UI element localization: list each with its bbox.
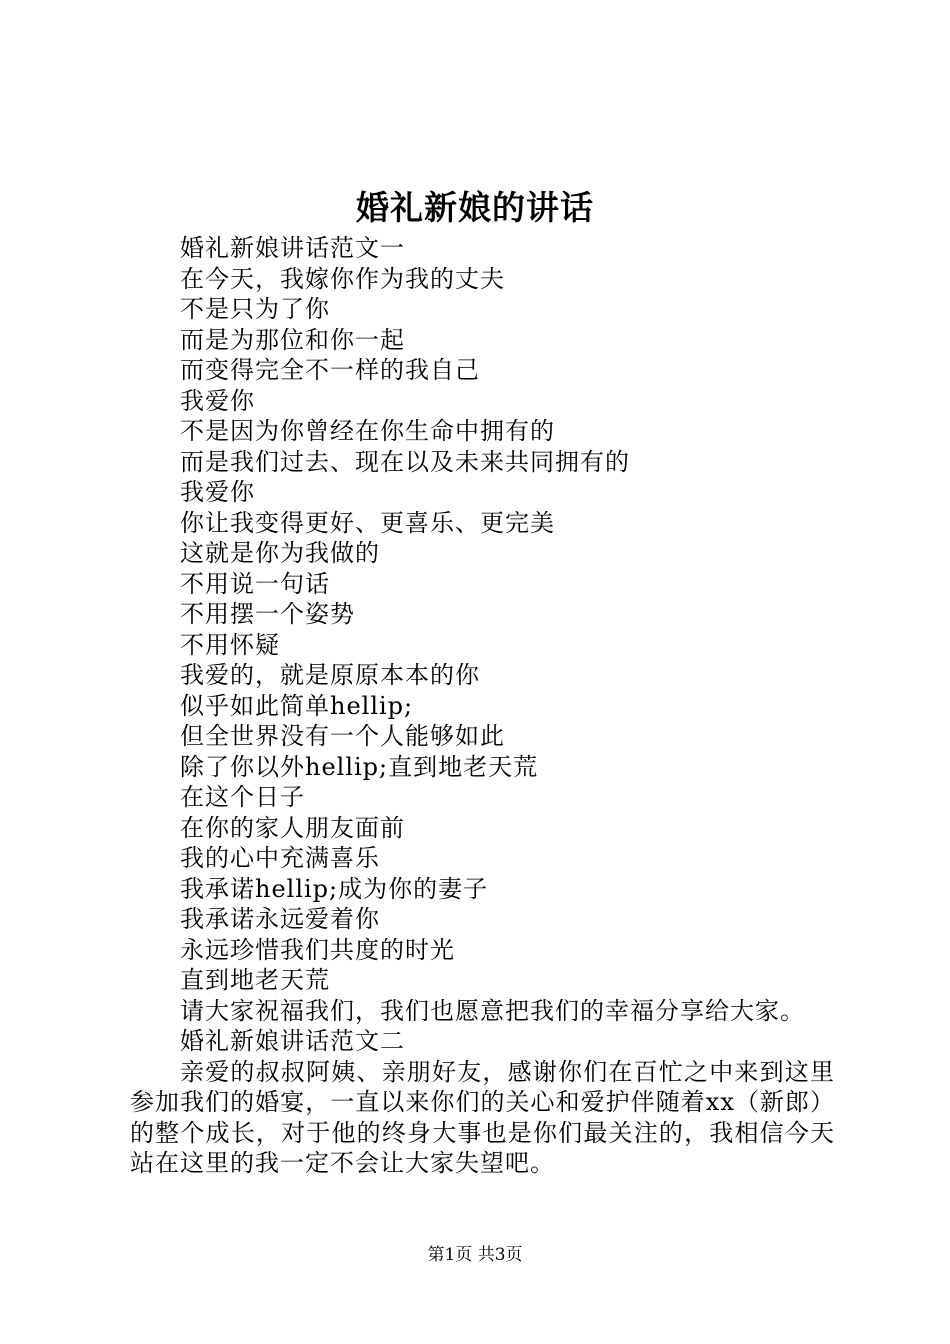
text-line: 你让我变得更好、更喜乐、更完美 bbox=[180, 508, 555, 537]
document-body bbox=[130, 233, 835, 1179]
text-line: 我承诺hellip;成为你的妻子 bbox=[180, 874, 489, 903]
page-footer: 第1页 共3页 bbox=[427, 1245, 523, 1265]
text-line: 而是我们过去、现在以及未来共同拥有的 bbox=[180, 447, 630, 476]
text-line: 我爱你 bbox=[180, 386, 255, 415]
text-line: 我爱的，就是原原本本的你 bbox=[180, 661, 480, 689]
text-line: 我承诺永远爱着你 bbox=[180, 905, 380, 933]
text-line: 在你的家人朋友面前 bbox=[180, 813, 405, 842]
section-heading: 婚礼新娘讲话范文二 bbox=[180, 1027, 405, 1055]
text-line: 我的心中充满喜乐 bbox=[180, 844, 380, 872]
text-line: 请大家祝福我们，我们也愿意把我们的幸福分享给大家。 bbox=[180, 996, 805, 1025]
text-line: 但全世界没有一个人能够如此 bbox=[180, 722, 505, 750]
text-line: 不是因为你曾经在你生命中拥有的 bbox=[180, 417, 555, 445]
text-line: 在今天，我嫁你作为我的丈夫 bbox=[180, 264, 505, 293]
text-line: 直到地老天荒 bbox=[180, 966, 330, 994]
body-paragraph: 亲爱的叔叔阿姨、亲朋好友，感谢你们在百忙之中来到这里参加我们的婚宴，一直以来你们的关心和爱护伴随着xx（新郎）的整个成长，对于他的终身大事也是你们最关注的，我相信今天站在这里的我一定不会让大家失望吧。 bbox=[130, 1057, 835, 1177]
text-line: 而变得完全不一样的我自己 bbox=[180, 356, 480, 384]
text-line: 不用摆一个姿势 bbox=[180, 600, 355, 628]
text-line: 永远珍惜我们共度的时光 bbox=[180, 935, 455, 964]
document-title: 婚礼新娘的讲话 bbox=[356, 188, 594, 227]
text-line: 不用说一句话 bbox=[180, 569, 330, 598]
text-line: 不用怀疑 bbox=[180, 630, 280, 659]
text-line: 不是只为了你 bbox=[180, 295, 330, 323]
text-line: 而是为那位和你一起 bbox=[180, 325, 405, 354]
text-line: 这就是你为我做的 bbox=[180, 539, 380, 567]
text-line: 婚礼新娘讲话范文一 bbox=[180, 234, 405, 262]
text-line: 除了你以外hellip;直到地老天荒 bbox=[180, 752, 539, 781]
text-line: 在这个日子 bbox=[180, 783, 305, 811]
text-line: 似乎如此简单hellip; bbox=[180, 691, 414, 720]
text-line: 我爱你 bbox=[180, 478, 255, 506]
